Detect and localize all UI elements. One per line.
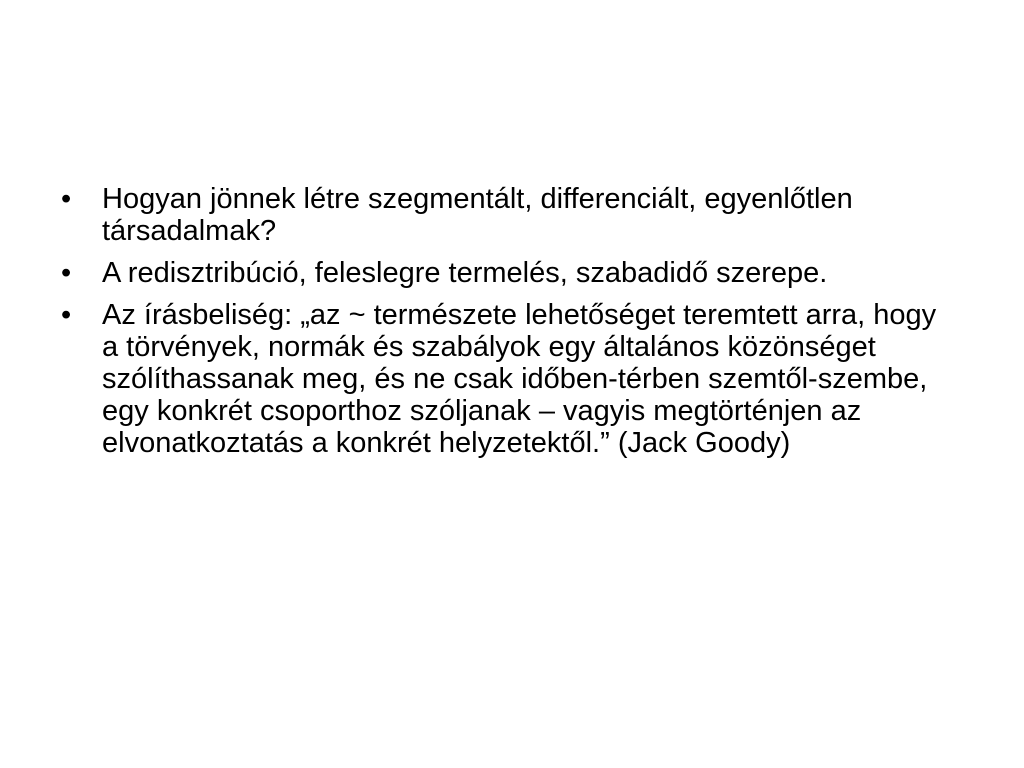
bullet-item-redistribution <box>60 257 960 289</box>
bullet-list <box>60 183 960 459</box>
bullet-item-segmented-societies <box>60 183 960 247</box>
bullet-marker: • <box>61 299 72 331</box>
bullet-marker: • <box>61 257 72 289</box>
bullet-text: Az írásbeliség: „az ~ természete lehetőséget teremtett arra, hogy a törvények, normák és szabályok egy általános közönséget szólíthassanak meg, és ne csak időben-térben szemtől-szembe, egy konkrét csoporthoz szóljanak – vagyis megtörténjen az elvonatkoztatás a konkrét helyzetektől.” (Jack Goody) <box>102 299 937 459</box>
bullet-text: A redisztribúció, feleslegre termelés, szabadidő szerepe. <box>102 257 828 289</box>
bullet-text: Hogyan jönnek létre szegmentált, differenciált, egyenlőtlen társadalmak? <box>102 183 853 247</box>
slide-body <box>60 183 960 469</box>
bullet-item-literacy-quote <box>60 299 960 459</box>
bullet-marker: • <box>61 183 72 215</box>
